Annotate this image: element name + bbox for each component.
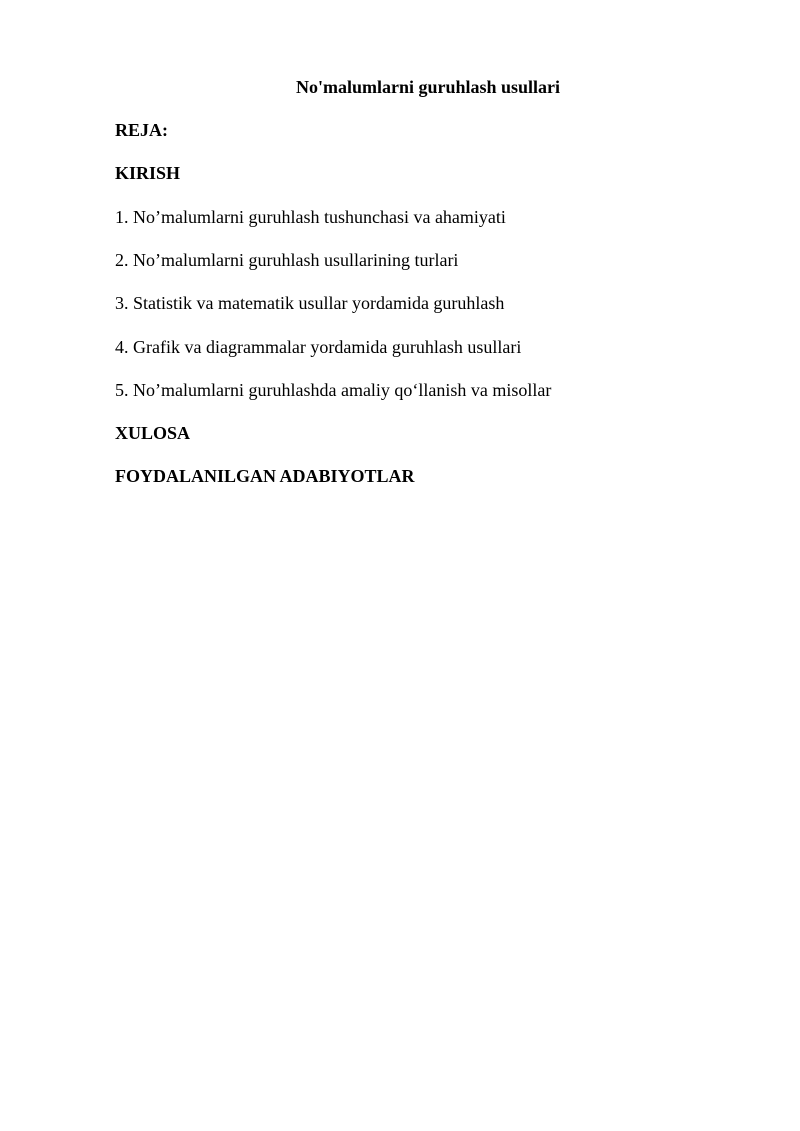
plan-heading: REJA:	[115, 120, 168, 140]
plan-item-3: 3. Statistik va matematik usullar yordamida guruhlash	[115, 293, 505, 313]
document-title: No'malumlarni guruhlash usullari	[295, 77, 561, 97]
references-heading: FOYDALANILGAN ADABIYOTLAR	[115, 466, 415, 486]
intro-heading: KIRISH	[115, 163, 181, 183]
plan-item-2: 2. No’malumlarni guruhlash usullarining turlari	[115, 250, 459, 270]
plan-item-1: 1. No’malumlarni guruhlash tushunchasi va ahamiyati	[115, 207, 506, 227]
plan-item-4: 4. Grafik va diagrammalar yordamida guruhlash usullari	[115, 337, 522, 357]
plan-item-5: 5. No’malumlarni guruhlashda amaliy qo‘llanish va misollar	[115, 380, 552, 400]
conclusion-heading: XULOSA	[115, 423, 191, 443]
